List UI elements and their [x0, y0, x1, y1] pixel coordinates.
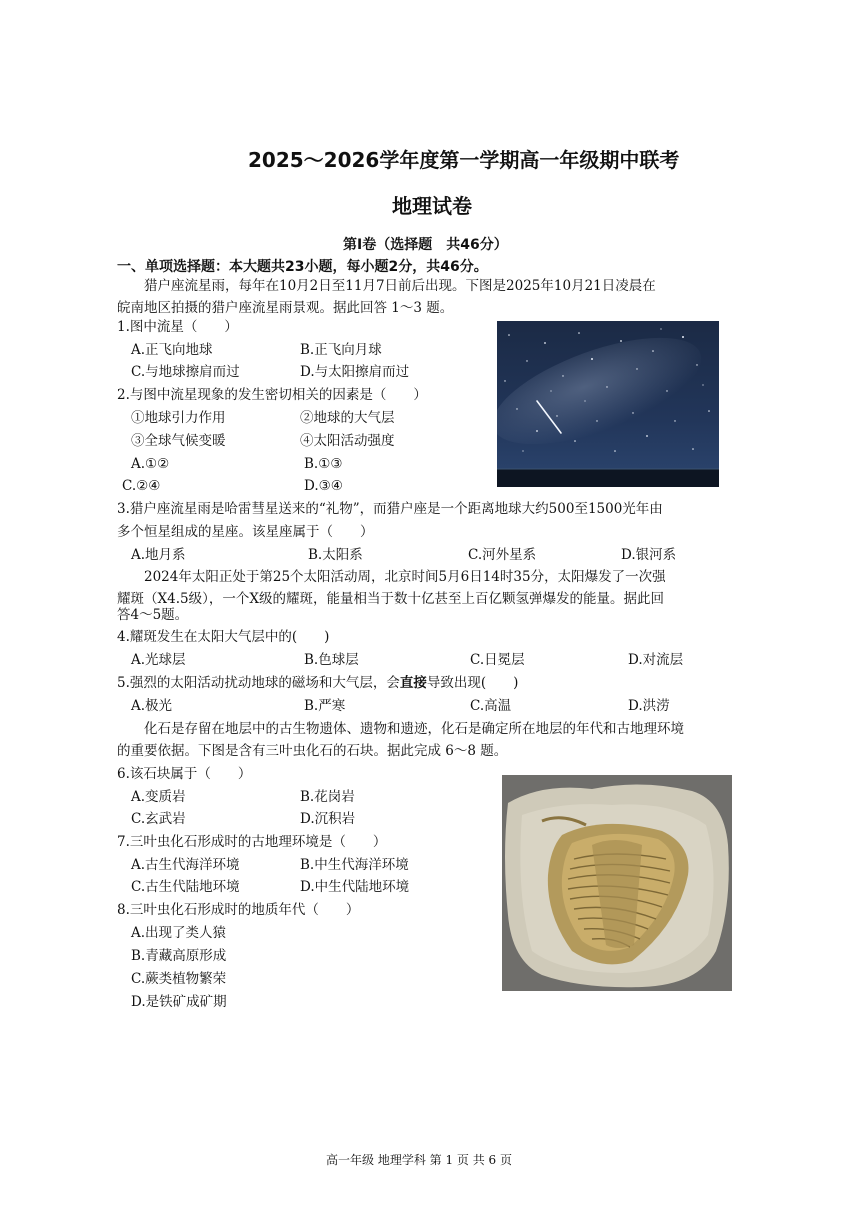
q7-option-b: B.中生代海洋环境: [300, 857, 409, 873]
passage-2-line-3: 答4～5题。: [117, 607, 189, 623]
subject-title: 地理试卷: [392, 194, 472, 218]
q3-option-b: B.太阳系: [308, 547, 363, 563]
question-8-stem: 8.三叶虫化石形成时的地质年代（ ）: [117, 902, 360, 918]
q3-option-d: D.银河系: [621, 547, 677, 563]
q6-option-a: A.变质岩: [131, 789, 186, 805]
q4-option-a: A.光球层: [131, 652, 186, 668]
question-2-stem: 2.与图中流星现象的发生密切相关的因素是（ ）: [117, 387, 427, 403]
q3-option-c: C.河外星系: [468, 547, 537, 563]
page-footer: 高一年级 地理学科 第 1 页 共 6 页: [326, 1153, 512, 1167]
q6-option-d: D.沉积岩: [300, 811, 356, 827]
q7-option-a: A.古生代海洋环境: [131, 857, 240, 873]
q5-option-a: A.极光: [131, 698, 173, 714]
part-heading: 第Ⅰ卷（选择题 共46分）: [343, 237, 508, 253]
q8-option-b: B.青藏高原形成: [131, 948, 227, 964]
q5-option-c: C.高温: [470, 698, 512, 714]
q2-statement-2: ②地球的大气层: [300, 410, 395, 426]
q5-stem-pre: 5.强烈的太阳活动扰动地球的磁场和大气层，会: [117, 675, 400, 691]
passage-1-line-1: 猎户座流星雨，每年在10月2日至11月7日前后出现。下图是2025年10月21日凌晨在: [144, 278, 656, 294]
meteor-shower-photo: [497, 321, 719, 487]
question-4-stem: 4.耀斑发生在太阳大气层中的( ): [117, 629, 330, 645]
q5-stem-emphasis: 直接: [399, 675, 427, 691]
q4-option-c: C.日冕层: [470, 652, 525, 668]
q5-option-b: B.严寒: [304, 698, 346, 714]
question-5-stem: [117, 674, 518, 692]
q2-option-b: B.①③: [304, 456, 343, 472]
q4-option-b: B.色球层: [304, 652, 359, 668]
q2-statement-1: ①地球引力作用: [131, 410, 226, 426]
q6-option-b: B.花岗岩: [300, 789, 355, 805]
question-6-stem: 6.该石块属于（ ）: [117, 766, 252, 782]
q3-option-a: A.地月系: [131, 547, 186, 563]
q7-option-c: C.古生代陆地环境: [131, 879, 240, 895]
q5-stem-post: 导致出现( ): [426, 675, 519, 691]
q2-option-a: A.①②: [131, 456, 170, 472]
q2-option-c: C.②④: [122, 478, 161, 494]
q2-statement-3: ③全球气候变暖: [131, 433, 226, 449]
passage-1-line-2: 皖南地区拍摄的猎户座流星雨景观。据此回答 1～3 题。: [117, 300, 454, 316]
exam-title: 2025～2026学年度第一学期高一年级期中联考: [248, 148, 680, 172]
trilobite-fossil-photo: [502, 775, 732, 991]
q4-option-d: D.对流层: [628, 652, 684, 668]
question-3-line-1: 3.猎户座流星雨是哈雷彗星送来的“礼物”，而猎户座是一个距离地球大约500至1500光年由: [117, 501, 663, 517]
q2-option-d: D.③④: [304, 478, 343, 494]
q8-option-c: C.蕨类植物繁荣: [131, 971, 227, 987]
q8-option-a: A.出现了类人猿: [131, 925, 227, 941]
q5-option-d: D.洪涝: [628, 698, 670, 714]
passage-3-line-2: 的重要依据。下图是含有三叶虫化石的石块。据此完成 6～8 题。: [117, 743, 508, 759]
q6-option-c: C.玄武岩: [131, 811, 186, 827]
q1-option-a: A.正飞向地球: [131, 342, 213, 358]
question-3-line-2: 多个恒星组成的星座。该星座属于（ ）: [117, 524, 374, 540]
q8-option-d: D.是铁矿成矿期: [131, 994, 227, 1010]
passage-2-line-1: 2024年太阳正处于第25个太阳活动周，北京时间5月6日14时35分，太阳爆发了一次强: [144, 569, 666, 585]
question-7-stem: 7.三叶虫化石形成时的古地理环境是（ ）: [117, 834, 387, 850]
q7-option-d: D.中生代陆地环境: [300, 879, 410, 895]
passage-2-line-2: 耀斑（X4.5级），一个X级的耀斑，能量相当于数十亿甚至上百亿颗氢弹爆发的能量。据此回: [117, 591, 664, 607]
question-1-stem: 1.图中流星（ ）: [117, 319, 238, 335]
q1-option-c: C.与地球擦肩而过: [131, 364, 240, 380]
q1-option-d: D.与太阳擦肩而过: [300, 364, 410, 380]
q2-statement-4: ④太阳活动强度: [300, 433, 395, 449]
section-heading: 一、单项选择题：本大题共23小题，每小题2分，共46分。: [117, 259, 488, 275]
passage-3-line-1: 化石是存留在地层中的古生物遗体、遗物和遗迹，化石是确定所在地层的年代和古地理环境: [144, 721, 684, 737]
q1-option-b: B.正飞向月球: [300, 342, 382, 358]
